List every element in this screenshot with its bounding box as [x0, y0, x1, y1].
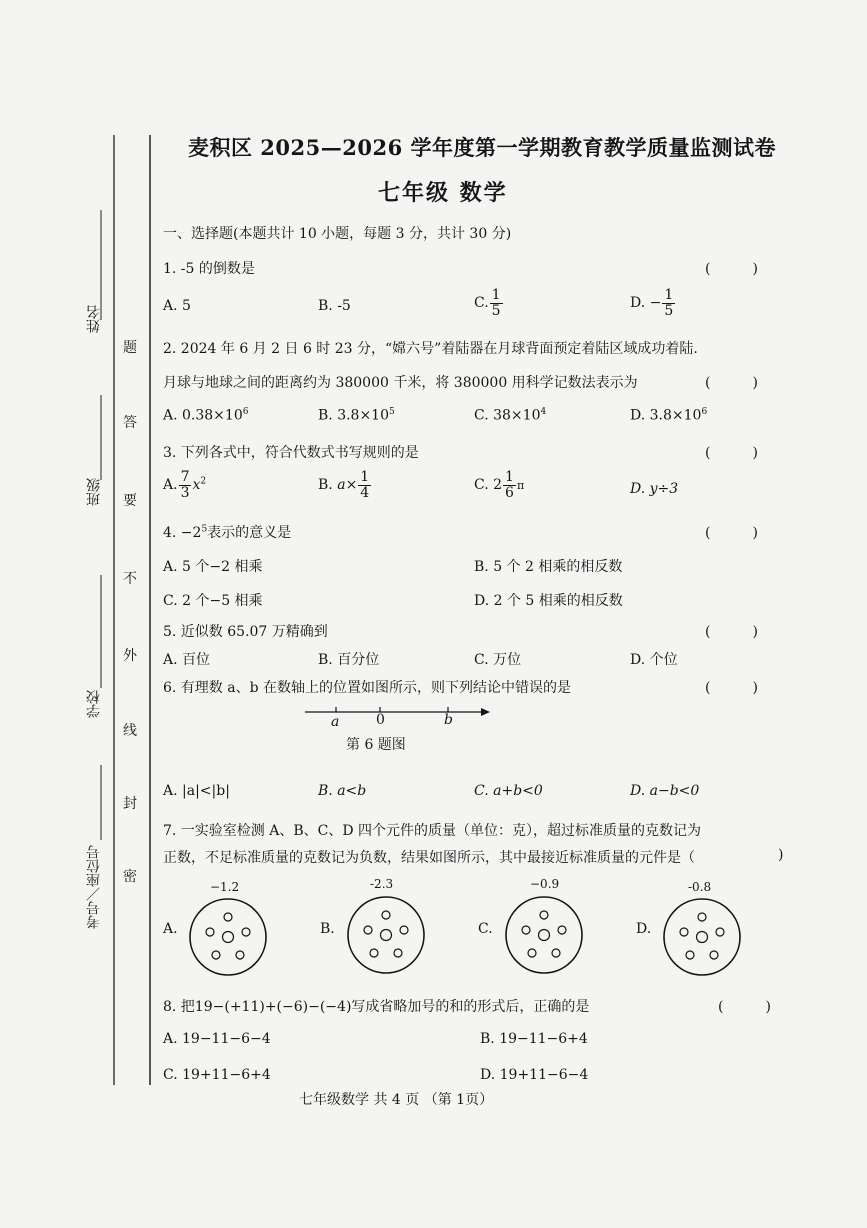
q5-answer-blank: ( ) — [705, 624, 758, 640]
q5-option-d: D. 个位 — [630, 652, 678, 668]
q7-line2: 正数，不足标准质量的克数记为负数，结果如图所示，其中最接近标准质量的元件是（ — [163, 850, 695, 866]
q2-option-d: D. $3.8\times 10^6$ — [630, 407, 708, 424]
component-d-icon — [660, 895, 744, 979]
q3-option-c: C. 2 $\frac{1}{6}$ π — [474, 469, 525, 501]
q3-option-b: B. a× $\frac{1}{4}$ — [318, 469, 370, 501]
q3-option-d: D. y÷3 — [630, 481, 679, 497]
q2-option-b: B. $3.8\times 10^5$ — [318, 407, 395, 424]
number-line-figure — [300, 700, 500, 730]
q4-option-b: B. 5 个 2 相乘的相反数 — [474, 559, 623, 575]
figure-caption: 第 6 题图 — [346, 737, 406, 753]
q1-answer-blank: ( ) — [705, 261, 758, 277]
q6-option-c: C. a+b<0 — [474, 783, 543, 799]
q5-option-c: C. 万位 — [474, 652, 522, 668]
axis-label-a: a — [331, 714, 340, 730]
q4-option-a: A. 5 个−2 相乘 — [163, 559, 263, 575]
q3-answer-blank: ( ) — [705, 445, 758, 461]
q3-stem: 3. 下列各式中，符合代数式书写规则的是 — [163, 445, 419, 461]
q3-option-a: A. $\frac{7}{3}$ $x^2$ — [163, 469, 207, 501]
q5-stem: 5. 近似数 65.07 万精确到 — [163, 624, 328, 640]
q2-option-c: C. $38\times 10^4$ — [474, 407, 547, 424]
q1-option-c: C. $\frac{1}{5}$ — [474, 287, 501, 319]
component-a-icon — [186, 895, 270, 979]
q6-stem: 6. 有理数 a、b 在数轴上的位置如图所示，则下列结论中错误的是 — [163, 680, 572, 696]
component-c-icon — [502, 893, 586, 977]
q2-option-a: A. $0.38\times 10^6$ — [163, 407, 249, 424]
q1-stem: 1. -5 的倒数是 — [163, 261, 255, 277]
school-label: 学校 — [86, 690, 102, 718]
seal-char-1: 题 — [123, 340, 137, 356]
q8-answer-blank: ( ) — [718, 999, 771, 1015]
q6-option-d: D. a−b<0 — [630, 783, 700, 799]
component-b-icon — [344, 893, 428, 977]
q1-option-a: A. 5 — [163, 298, 191, 314]
q5-option-a: A. 百位 — [163, 652, 211, 668]
seal-char-2: 答 — [123, 415, 137, 431]
q2-line2: 月球与地球之间的距离约为 380000 千米，将 380000 用科学记数法表示为 — [163, 375, 638, 391]
q8-option-c: C. 19+11−6+4 — [163, 1067, 271, 1083]
exam-subtitle: 七年级 数学 — [378, 180, 508, 206]
seal-char-4: 不 — [123, 571, 137, 587]
q7-option-b: B. — [320, 921, 335, 937]
q2-answer-blank: ( ) — [705, 375, 758, 391]
seal-char-6: 线 — [123, 723, 137, 739]
q7-option-c: C. — [478, 921, 493, 937]
exam-number-label: 考号／座位号 — [86, 845, 102, 929]
q4-stem: 4. $-2^5$表示的意义是 — [163, 524, 292, 541]
q7-option-d: D. — [636, 921, 652, 937]
q8-stem: 8. 把19−(+11)+(−6)−(−4)写成省略加号的和的形式后，正确的是 — [163, 999, 590, 1015]
q1-option-b: B. -5 — [318, 298, 351, 314]
page-footer: 七年级数学 共 4 页 （第 1页） — [299, 1092, 494, 1108]
q4-option-d: D. 2 个 5 相乘的相反数 — [474, 593, 623, 609]
q7-part-b-value: -2.3 — [370, 877, 394, 891]
seal-char-8: 密 — [123, 869, 137, 885]
q7-part-c-value: −0.9 — [530, 877, 560, 891]
axis-label-b: b — [444, 712, 453, 728]
q4-answer-blank: ( ) — [705, 525, 758, 541]
q7-part-a-value: −1.2 — [210, 880, 240, 894]
seal-char-5: 外 — [123, 648, 137, 664]
axis-label-zero: 0 — [376, 712, 385, 728]
q5-option-b: B. 百分位 — [318, 652, 380, 668]
q6-option-a: A. |a|<|b| — [163, 783, 230, 799]
q8-option-a: A. 19−11−6−4 — [163, 1031, 271, 1047]
section-heading: 一、选择题(本题共计 10 小题，每题 3 分，共计 30 分) — [163, 226, 512, 242]
seal-char-7: 封 — [123, 796, 137, 812]
q6-answer-blank: ( ) — [705, 680, 758, 696]
class-label: 班级 — [86, 478, 102, 506]
name-label: 姓名 — [86, 305, 102, 333]
q7-answer-close: ) — [778, 847, 784, 863]
exam-title: 麦积区 2025—2026 学年度第一学期教育教学质量监测试卷 — [188, 135, 777, 160]
q2-line1: 2. 2024 年 6 月 2 日 6 时 23 分，“嫦六号”着陆器在月球背面预定着陆区域成功着陆. — [163, 341, 698, 357]
q6-option-b: B. a<b — [318, 783, 367, 799]
q1-option-d: D. − $\frac{1}{5}$ — [630, 287, 674, 319]
seal-char-3: 要 — [123, 493, 137, 509]
q7-option-a: A. — [163, 921, 178, 937]
q4-option-c: C. 2 个−5 相乘 — [163, 593, 263, 609]
q7-line1: 7. 一实验室检测 A、B、C、D 四个元件的质量（单位：克），超过标准质量的克数记为 — [163, 823, 702, 839]
q8-option-b: B. 19−11−6+4 — [480, 1031, 588, 1047]
q7-part-d-value: -0.8 — [688, 880, 712, 894]
q8-option-d: D. 19+11−6−4 — [480, 1067, 589, 1083]
